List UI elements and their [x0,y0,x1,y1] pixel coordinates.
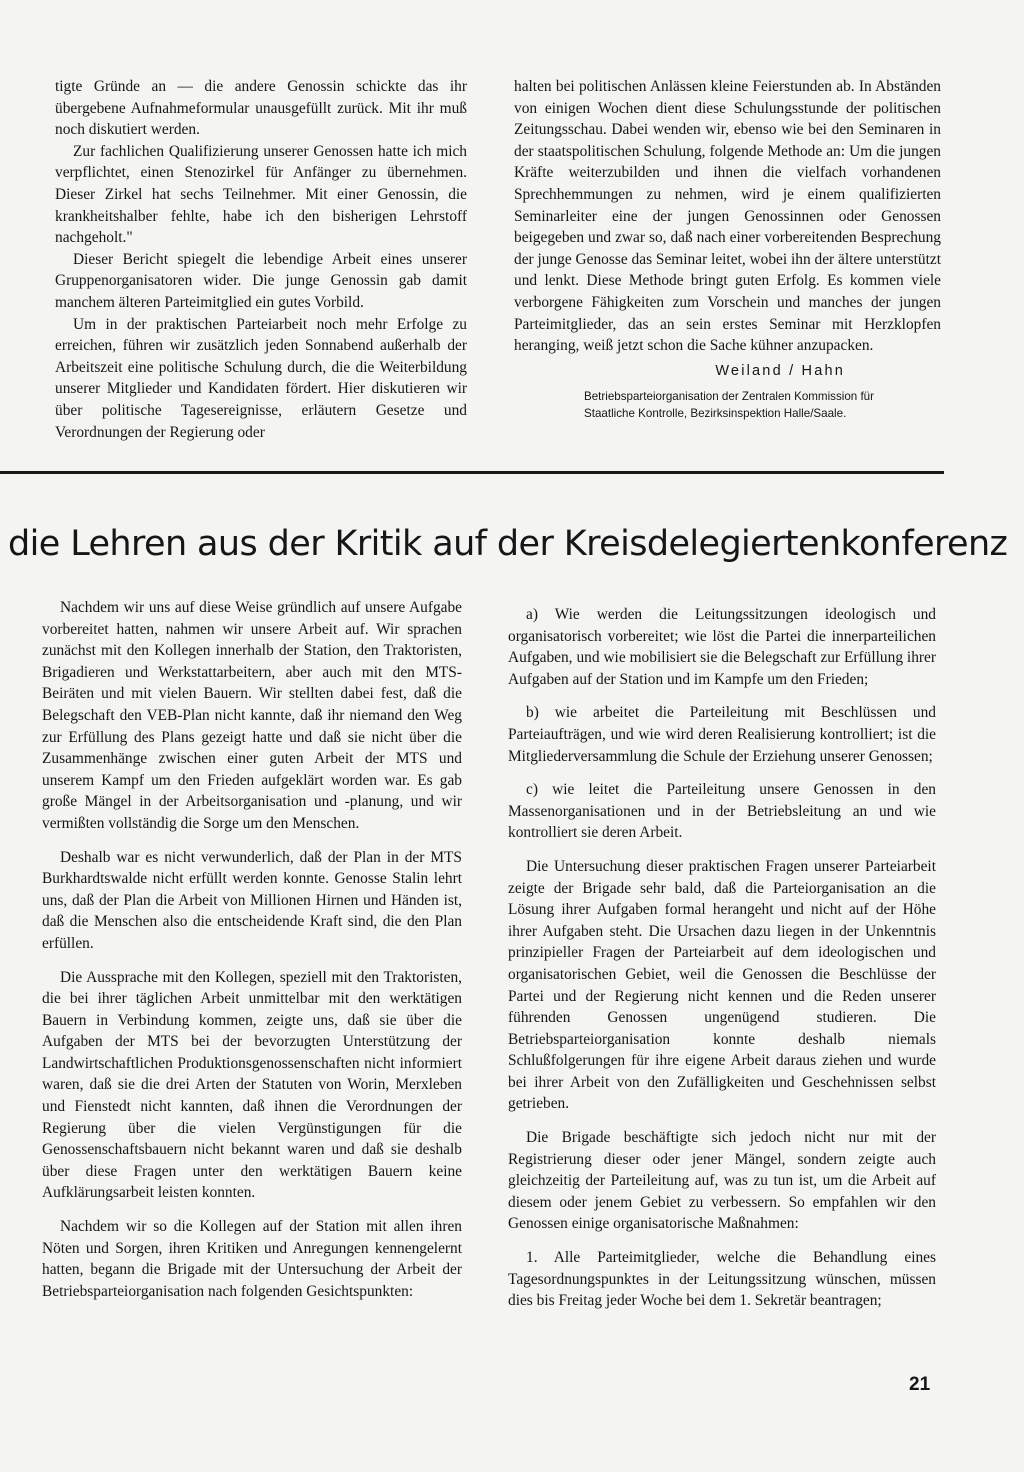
author-organization [514,388,941,422]
bottom-left-column [42,597,462,1302]
author-signature: Weiland / Hahn [715,362,845,379]
paragraph: Deshalb war es nicht verwunderlich, daß der Plan in der MTS Burkhardtswalde nicht erfüllt werden konnte. Genosse Stalin lehrt uns, daß der Plan die Arbeit von Millionen Hirnen und Händen ist, daß die Menschen also die entscheidende Kraft sind, die den Plan erfüllen. [42,848,462,952]
bottom-right-column [508,604,936,1312]
paragraph: Die Aussprache mit den Kollegen, speziell mit den Traktoristen, die bei ihrer täglichen Arbeit unmittelbar mit den werktätigen Bauern in Verbindung kommen, zeigte uns, daß sie über die Aufgaben der MTS bei der bevorzugten Unterstützung der Landwirtschaftlichen Produktionsgenossenschaften nicht informiert waren, daß sie die drei Arten der Statuten von Worin, Merxleben und Fienstedt nicht kannten, daß ihnen die Verordnungen der Regierung über die vielen Vergünstigungen für die Genossenschaftsbauern nicht bekannt waren und daß sie deshalb über diese Fragen unter den werktätigen Bauern keine Aufklärungsarbeit leisten konnten. [42,968,462,1202]
list-item: c) wie leitet die Parteileitung unsere Genossen in den Massenorganisationen und in der Betriebsleitung an und wie kontrolliert sie deren Arbeit. [508,781,936,842]
organization-line: Staatliche Kontrolle, Bezirksinspektion Halle/Saale. [584,407,847,421]
paragraph: Um in der praktischen Parteiarbeit noch mehr Erfolge zu erreichen, führen wir zusätzlich jeden Sonnabend außerhalb der Arbeitszeit eine politische Schulung durch, die die Weiterbildung unserer Mitglieder und Kandidaten fördert. Hier diskutieren wir über politische Tagesereignisse, erläutern Gesetze und Verordnungen der Regierung oder [55,315,467,441]
top-left-column [55,76,467,443]
paragraph: tigte Gründe an — die andere Genossin schickte das ihr übergebene Aufnahmeformular unausgefüllt zurück. Mit ihr muß noch diskutiert werden. [55,78,467,139]
paragraph: Nachdem wir so die Kollegen auf der Station mit allen ihren Nöten und Sorgen, ihren Kritiken und Anregungen kennengelernt hatten, begann die Brigade mit der Untersuchung der Arbeit der Betriebsparteiorganisation nach folgenden Gesichtspunkten: [42,1218,462,1300]
organization-line: Betriebsparteiorganisation der Zentralen Kommission für [584,390,874,404]
list-item: a) Wie werden die Leitungssitzungen ideologisch und organisatorisch vorbereitet; wie löst die Partei die innerparteilichen Aufgaben, und wie mobilisiert sie die Belegschaft zur Erfüllung ihrer Aufgaben auf der Station und im Kampfe um den Frieden; [508,606,936,688]
paragraph: Zur fachlichen Qualifizierung unserer Genossen hatte ich mich verpflichtet, einen Stenozirkel für Anfänger zu übernehmen. Dieser Zirkel hat sechs Teilnehmer. Mit einer Genossin, die krankheitshalber fehlte, habe ich den bisherigen Lehrstoff nachgeholt." [55,142,467,247]
paragraph: Die Brigade beschäftigte sich jedoch nicht nur mit der Registrierung dieser oder jener Mängel, sondern zeigte auch gleichzeitig der Parteileitung auf, was zu tun ist, um die Arbeit auf diesem oder jenem Gebiet zu verbessern. So empfahlen wir den Genossen einige organisatorische Maßnahmen: [508,1129,936,1233]
list-item: 1. Alle Parteimitglieder, welche die Behandlung eines Tagesordnungspunktes in der Leitungssitzung wünschen, müssen dies bis Freitag jeder Woche bei dem 1. Sekretär beantragen; [508,1249,936,1310]
paragraph: Dieser Bericht spiegelt die lebendige Arbeit eines unserer Gruppenorganisatoren wider. Die junge Genossin gab damit manchem älteren Parteimitglied ein gutes Vorbild. [55,250,467,311]
section-divider [0,471,944,474]
paragraph: halten bei politischen Anlässen kleine Feierstunden ab. In Abständen von einigen Wochen dient diese Schulungsstunde der politischen Zeitungsschau. Dabei wenden wir, ebenso wie bei den Seminaren in der staatspolitischen Schulung, folgende Methode an: Um die jungen Kräfte weiterzubilden und ihnen die vielfach vorhandenen Sprechhemmungen zu nehmen, wird je einem qualifizierten Seminarleiter eine der jungen Genossinnen oder Genossen beigegeben und zwar so, daß nach einer vorbereitenden Besprechung der junge Genosse das Seminar leitet, wobei ihn der ältere unterstützt und lenkt. Diese Methode bringt guten Erfolg. Es kommen viele verborgene Fähigkeiten zum Vorschein und manches der jungen Parteimitglieder, das an sein erstes Seminar mit Herzklopfen heranging, weiß jetzt schon die Sache kühner anzupacken. [514,78,941,355]
article-headline: die Lehren aus der Kritik auf der Kreisdelegiertenkonferenz [8,524,1008,564]
paragraph: Die Untersuchung dieser praktischen Fragen unserer Parteiarbeit zeigte der Brigade sehr bald, daß die Parteiorganisation an die Lösung ihrer Aufgaben formal herangeht und nicht auf der Höhe ihrer Aufgaben steht. Die Ursachen dazu liegen in der Unkenntnis prinzipieller Fragen der Parteiarbeit auf dem ideologischen und organisatorischen Gebiet, weil die Genossen die Beschlüsse der Partei und der Regierung nicht kennen und die Reden unserer führenden Genossen ungenügend studieren. Die Betriebsparteiorganisation konnte deshalb niemals Schlußfolgerungen für ihre eigene Arbeit daraus ziehen und wurde bei ihrer Arbeit von den Zufälligkeiten und Geschehnissen selbst getrieben. [508,857,936,1113]
top-right-column [514,76,941,422]
list-item: b) wie arbeitet die Parteileitung mit Beschlüssen und Parteiaufträgen, und wie wird deren Realisierung kontrolliert; ist die Mitgliederversammlung die Schule der Erziehung unserer Genossen; [508,704,936,765]
page-number: 21 [909,1374,931,1395]
paragraph: Nachdem wir uns auf diese Weise gründlich auf unsere Aufgabe vorbereitet hatten, nahmen wir unsere Arbeit auf. Wir sprachen zunächst mit den Kollegen innerhalb der Station, den Traktoristen, Brigadieren und Werkstattarbeitern, aber auch mit den MTS-Beiräten und mit vielen Bauern. Wir stellten dabei fest, daß die Belegschaft den VEB-Plan nicht kannte, daß ihr niemand den Weg zur Erfüllung des Plans gezeigt hatte und daß sie nicht über die Zusammenhänge zwischen einer guten Arbeit der MTS und unserem Kampf um den Frieden aufgeklärt worden war. Es gab große Mängel in der Arbeitsorganisation und -planung, und wir vermißten vollständig die Sorge um den Menschen. [42,599,462,832]
